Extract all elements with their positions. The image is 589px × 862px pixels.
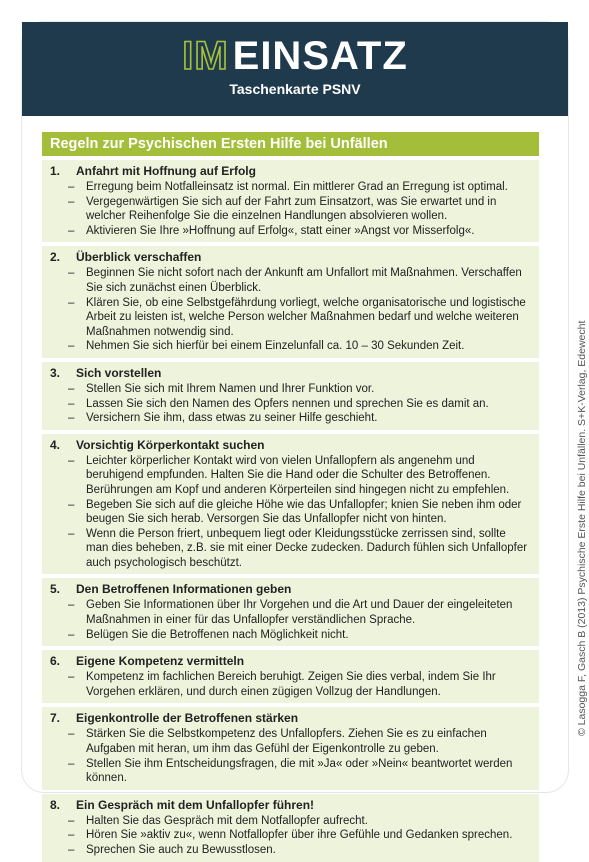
rule-title: Überblick verschaffen bbox=[76, 250, 202, 265]
rule-item-text: Klären Sie, ob eine Selbstgefährdung vorliegt, welche organisatorische und logistische Arbeit zu leisten ist, welche Person welcher Maßnahmen bedarf und welche weiteren Maßnahmen notwendig sind. bbox=[86, 296, 526, 338]
rule-item-text: Kompetenz im fachlichen Bereich beruhigt. Zeigen Sie dies verbal, indem Sie Ihr Vorgehen erklären, und durch einen zügigen Vollzug der Handlungen. bbox=[86, 671, 496, 698]
rule-item bbox=[50, 296, 531, 340]
rule-item bbox=[50, 454, 531, 498]
rule-item bbox=[50, 382, 531, 397]
dash-bullet: – bbox=[68, 757, 75, 770]
rule-heading bbox=[50, 366, 531, 381]
rules-content bbox=[42, 132, 539, 862]
rule-item bbox=[50, 411, 531, 426]
rule-item-text: Nehmen Sie sich hierfür bei einem Einzelunfall ca. 10 – 30 Sekunden Zeit. bbox=[86, 340, 465, 353]
rule-item bbox=[50, 814, 531, 829]
rule-number: 1. bbox=[50, 164, 61, 178]
rule-title: Ein Gespräch mit dem Unfallopfer führen! bbox=[76, 797, 315, 812]
rules-list bbox=[42, 160, 539, 862]
copyright-text: © Lasogga F, Gasch B (2013) Psychische Erste Hilfe bei Unfällen. S+K-Verlag, Edewecht bbox=[576, 320, 588, 736]
rule-number: 5. bbox=[50, 582, 61, 597]
rule-item-text: Geben Sie Informationen über Ihr Vorgehen und die Art und Dauer der eingeleiteten Maßnahmen in einer für das Unfallopfer verständlichen Sprache. bbox=[86, 599, 513, 627]
rule-item-text: Wenn die Person friert, unbequem liegt oder Kleidungsstücke zerrissen sind, sollte man dies beheben, z.B. sie mit einer Decke zudecken. Dadurch fühlen sich Unfallopfer auch psychologisch beschützt. bbox=[86, 527, 528, 569]
dash-bullet: – bbox=[68, 814, 75, 827]
card-header bbox=[22, 22, 568, 116]
rule-item-text: Erregung beim Notfalleinsatz ist normal. Ein mittlerer Grad an Erregung ist optimal. bbox=[86, 181, 508, 193]
rule-items bbox=[50, 598, 531, 642]
dash-bullet: – bbox=[68, 829, 75, 842]
rule-title: Vorsichtig Körperkontakt suchen bbox=[76, 437, 265, 452]
rule-block bbox=[42, 794, 539, 862]
pocket-card bbox=[22, 22, 568, 856]
rule-item bbox=[50, 498, 531, 527]
rule-block bbox=[42, 434, 539, 575]
rule-item bbox=[50, 727, 531, 756]
rule-title: Den Betroffenen Informationen geben bbox=[76, 582, 292, 597]
rule-item bbox=[50, 266, 531, 295]
rule-item-text: Beginnen Sie nicht sofort nach der Ankunft am Unfallort mit Maßnahmen. Verschaffen Sie sich zunächst einen Überblick. bbox=[86, 267, 522, 294]
dash-bullet: – bbox=[68, 599, 75, 612]
rule-title: Sich vorstellen bbox=[76, 365, 162, 380]
rule-title: Eigenkontrolle der Betroffenen stärken bbox=[76, 711, 299, 726]
rule-item bbox=[50, 757, 531, 786]
dash-bullet: – bbox=[68, 527, 75, 540]
rule-item-text: Aktivieren Sie Ihre »Hoffnung auf Erfolg«, statt einer »Angst vor Misserfolg«. bbox=[86, 224, 475, 237]
rule-item-text: Halten Sie das Gespräch mit dem Notfallopfer aufrecht. bbox=[86, 814, 368, 827]
rule-item-text: Stärken Sie die Selbstkompetenz des Unfallopfers. Ziehen Sie es zu einfachen Aufgaben mit heran, um ihm das Gefühl der Eigenkontrolle zu geben. bbox=[86, 728, 487, 756]
dash-bullet: – bbox=[68, 340, 75, 353]
rule-number: 2. bbox=[50, 250, 61, 265]
rule-block bbox=[42, 707, 539, 789]
rule-items bbox=[50, 814, 531, 858]
rule-item bbox=[50, 527, 531, 571]
dash-bullet: – bbox=[68, 296, 75, 309]
rule-block bbox=[42, 578, 539, 646]
rule-heading bbox=[50, 582, 531, 597]
dash-bullet: – bbox=[68, 728, 75, 741]
rule-number: 8. bbox=[50, 797, 61, 812]
rule-heading bbox=[50, 711, 531, 726]
rule-heading bbox=[50, 798, 531, 813]
rule-item-text: Hören Sie »aktiv zu«, wenn Notfallopfer über ihre Gefühle und Gedanken sprechen. bbox=[86, 829, 513, 842]
rule-item-text: Belügen Sie die Betroffenen nach Möglichkeit nicht. bbox=[86, 628, 349, 641]
dash-bullet: – bbox=[68, 844, 75, 856]
rule-number: 6. bbox=[50, 654, 61, 669]
card-subtitle: Taschenkarte PSNV bbox=[229, 81, 361, 97]
rule-title: Eigene Kompetenz vermitteln bbox=[76, 654, 245, 669]
rule-block bbox=[42, 362, 539, 430]
dash-bullet: – bbox=[68, 628, 75, 641]
dash-bullet: – bbox=[68, 267, 75, 280]
dash-bullet: – bbox=[68, 412, 75, 425]
rule-block bbox=[42, 246, 539, 358]
rule-item bbox=[50, 195, 531, 224]
rule-item-text: Vergegenwärtigen Sie sich auf der Fahrt zum Einsatzort, was Sie erwartet und in welcher Reihenfolge Sie die einzelnen Handlungen absolvieren wollen. bbox=[86, 195, 497, 223]
rule-title: Anfahrt mit Hoffnung auf Erfolg bbox=[76, 164, 256, 178]
rule-item bbox=[50, 598, 531, 627]
rule-heading bbox=[50, 250, 531, 265]
rule-item-text: Versichern Sie ihm, dass etwas zu seiner Hilfe geschieht. bbox=[86, 412, 378, 425]
logo bbox=[22, 35, 568, 77]
rule-items bbox=[50, 454, 531, 571]
rule-item-text: Lassen Sie sich den Namen des Opfers nennen und sprechen Sie es damit an. bbox=[86, 397, 489, 410]
rule-item-text: Stellen Sie sich mit Ihrem Namen und Ihrer Funktion vor. bbox=[86, 382, 375, 395]
dash-bullet: – bbox=[68, 224, 75, 237]
rule-item-text: Leichter körperlicher Kontakt wird von vielen Unfallopfern als angenehm und beruhigend empfunden. Halten Sie die Hand oder die Schulter des Betroffenen. Berührungen am Kopf und anderen Körperteilen sind hingegen nicht zu empfehlen. bbox=[86, 454, 510, 496]
rule-items bbox=[50, 382, 531, 426]
rule-item bbox=[50, 180, 531, 195]
rule-item bbox=[50, 828, 531, 843]
rule-number: 3. bbox=[50, 365, 61, 380]
rule-item bbox=[50, 670, 531, 699]
rule-item bbox=[50, 339, 531, 354]
rule-item bbox=[50, 628, 531, 643]
dash-bullet: – bbox=[68, 195, 75, 208]
dash-bullet: – bbox=[68, 671, 75, 684]
rule-block bbox=[42, 650, 539, 703]
rule-items bbox=[50, 180, 531, 238]
dash-bullet: – bbox=[68, 397, 75, 410]
section-title: Regeln zur Psychischen Ersten Hilfe bei Unfällen bbox=[42, 132, 539, 156]
rule-item-text: Stellen Sie ihm Entscheidungsfragen, die mit »Ja« oder »Nein« beantwortet werden können. bbox=[86, 757, 513, 785]
rule-item-text: Sprechen Sie auch zu Bewusstlosen. bbox=[86, 844, 276, 856]
rule-item bbox=[50, 224, 531, 239]
logo-im: IM bbox=[182, 34, 229, 78]
dash-bullet: – bbox=[68, 498, 75, 511]
logo-einsatz: EINSATZ bbox=[232, 34, 408, 78]
dash-bullet: – bbox=[68, 454, 75, 467]
copyright-note bbox=[576, 320, 588, 746]
rule-block bbox=[42, 160, 539, 242]
rule-heading bbox=[50, 438, 531, 453]
rule-item bbox=[50, 843, 531, 858]
rule-items bbox=[50, 727, 531, 785]
dash-bullet: – bbox=[68, 181, 75, 193]
dash-bullet: – bbox=[68, 382, 75, 395]
rule-items bbox=[50, 670, 531, 699]
rule-item bbox=[50, 397, 531, 412]
rule-number: 4. bbox=[50, 437, 61, 452]
rule-number: 7. bbox=[50, 711, 61, 726]
rule-item-text: Begeben Sie sich auf die gleiche Höhe wie das Unfallopfer; knien Sie neben ihm oder beugen Sie sich herab. Versorgen Sie das Unfallopfer nicht von hinten. bbox=[86, 498, 522, 526]
rule-heading bbox=[50, 654, 531, 669]
rule-heading bbox=[50, 164, 531, 179]
rule-items bbox=[50, 266, 531, 354]
